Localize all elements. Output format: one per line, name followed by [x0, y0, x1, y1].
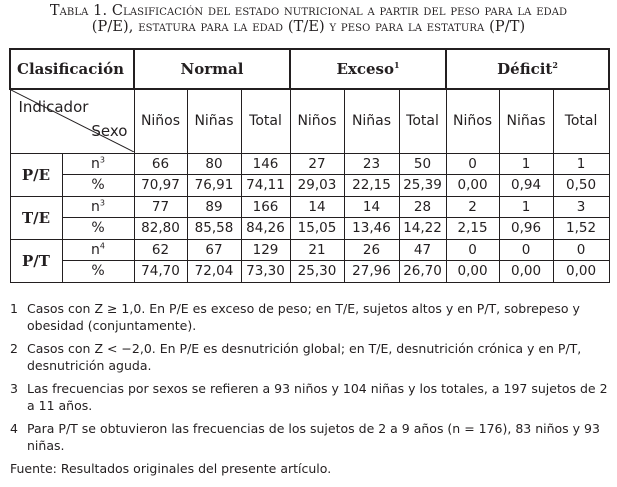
- nutrition-table: [9, 48, 610, 283]
- source-note: Fuente: Resultados originales del presente artículo.: [10, 461, 332, 476]
- table-cell: 129: [241, 239, 290, 260]
- footnote-number: 1: [10, 301, 18, 316]
- footnote-number: 3: [10, 381, 18, 396]
- table-cell: 14,22: [399, 217, 446, 239]
- header-row-columns: [10, 89, 609, 153]
- header-exceso-label: Exceso: [336, 60, 394, 78]
- table-cell: 82,80: [134, 217, 187, 239]
- table-cell: 22,15: [344, 174, 399, 196]
- table-cell: 66: [134, 153, 187, 174]
- table-cell: 1: [499, 153, 553, 174]
- footnote: [10, 380, 608, 414]
- table-cell: 146: [241, 153, 290, 174]
- table-cell: 0: [446, 153, 499, 174]
- stat-label: %: [91, 220, 105, 236]
- table-cell: 14: [344, 196, 399, 217]
- column-header: Niñas: [187, 89, 241, 153]
- column-header: Niños: [134, 89, 187, 153]
- footnote-text: Para P/T se obtuvieron las frecuencias de los sujetos de 2 a 9 años (n = 176), 83 niños y 93 niñas.: [27, 421, 600, 453]
- stat-label-cell: [62, 174, 134, 196]
- table-cell: 28: [399, 196, 446, 217]
- table-row: [10, 153, 609, 174]
- table-cell: 47: [399, 239, 446, 260]
- table-cell: 26: [344, 239, 399, 260]
- footnotes: [10, 300, 608, 477]
- table-cell: 74,70: [134, 260, 187, 282]
- header-exceso-footnote-ref: 1: [393, 60, 400, 70]
- stat-label: n: [91, 155, 100, 172]
- stat-label: n: [91, 241, 100, 258]
- table-cell: 72,04: [187, 260, 241, 282]
- header-clasificacion: Clasificación: [10, 49, 134, 89]
- column-header: Niños: [446, 89, 499, 153]
- table-cell: 166: [241, 196, 290, 217]
- footnote-text: Casos con Z < −2,0. En P/E es desnutrición global; en T/E, desnutrición crónica y en P/T, desnutrición aguda.: [27, 341, 582, 373]
- table-row: [10, 217, 609, 239]
- footnote-text: Casos con Z ≥ 1,0. En P/E es exceso de peso; en T/E, sujetos altos y en P/T, sobrepeso y obesidad (conjuntamente).: [27, 301, 580, 333]
- footnote-text: Las frecuencias por sexos se refieren a 93 niños y 104 niñas y los totales, a 197 sujetos de 2 a 11 años.: [27, 381, 608, 413]
- column-header: Total: [399, 89, 446, 153]
- table-cell: 67: [187, 239, 241, 260]
- column-header: Total: [241, 89, 290, 153]
- indicator-label: P/T: [10, 239, 62, 282]
- indicator-label: T/E: [10, 196, 62, 239]
- table-cell: 2: [446, 196, 499, 217]
- caption-line-2: (P/E), estatura para la edad (T/E) y peso para la estatura (P/T): [91, 19, 526, 35]
- stat-label-cell: [62, 217, 134, 239]
- indicator-sex-cell: [10, 89, 134, 153]
- table-cell: 1: [553, 153, 609, 174]
- table-cell: 0,94: [499, 174, 553, 196]
- table-cell: 27,96: [344, 260, 399, 282]
- table-cell: 0,96: [499, 217, 553, 239]
- column-header: Niñas: [499, 89, 553, 153]
- column-header: Niñas: [344, 89, 399, 153]
- footnote: [10, 420, 608, 454]
- stat-label-cell: [62, 153, 134, 174]
- table-cell: 26,70: [399, 260, 446, 282]
- stat-footnote-ref: 3: [99, 197, 105, 207]
- table-cell: 21: [290, 239, 344, 260]
- stat-label: %: [91, 263, 105, 279]
- table-cell: 2,15: [446, 217, 499, 239]
- table-cell: 84,26: [241, 217, 290, 239]
- table-cell: 73,30: [241, 260, 290, 282]
- table-cell: 80: [187, 153, 241, 174]
- table-cell: 25,39: [399, 174, 446, 196]
- table-cell: 0,00: [499, 260, 553, 282]
- table-cell: 1: [499, 196, 553, 217]
- header-deficit: [446, 49, 609, 89]
- table-cell: 62: [134, 239, 187, 260]
- table-cell: 74,11: [241, 174, 290, 196]
- indicator-label: P/E: [10, 153, 62, 196]
- table-cell: 70,97: [134, 174, 187, 196]
- header-exceso: [290, 49, 446, 89]
- table-cell: 0,00: [553, 260, 609, 282]
- caption-line-1: Tabla 1. Clasificación del estado nutricional a partir del peso para la edad: [49, 3, 568, 19]
- table-cell: 0: [446, 239, 499, 260]
- header-deficit-label: Déficit: [497, 60, 553, 78]
- header-row-classification: [10, 49, 609, 89]
- table-cell: 27: [290, 153, 344, 174]
- table-cell: 25,30: [290, 260, 344, 282]
- table-caption: [0, 3, 617, 35]
- table-cell: 77: [134, 196, 187, 217]
- table-row: [10, 260, 609, 282]
- table-cell: 13,46: [344, 217, 399, 239]
- footnote-number: 4: [10, 421, 18, 436]
- stat-label: %: [91, 177, 105, 193]
- table-cell: 85,58: [187, 217, 241, 239]
- table-cell: 23: [344, 153, 399, 174]
- stat-label-cell: [62, 196, 134, 217]
- column-header: Total: [553, 89, 609, 153]
- table-cell: 0: [499, 239, 553, 260]
- table-row: [10, 196, 609, 217]
- table-cell: 15,05: [290, 217, 344, 239]
- header-normal-label: Normal: [180, 60, 244, 78]
- table-body: [10, 49, 609, 282]
- table-row: [10, 239, 609, 260]
- table-cell: 0,00: [446, 260, 499, 282]
- column-header: Niños: [290, 89, 344, 153]
- footnote-number: 2: [10, 341, 18, 356]
- table-cell: 0: [553, 239, 609, 260]
- stat-footnote-ref: 3: [99, 154, 105, 164]
- header-normal: [134, 49, 290, 89]
- stat-footnote-ref: 4: [99, 240, 105, 250]
- stat-label-cell: [62, 260, 134, 282]
- table-cell: 50: [399, 153, 446, 174]
- table-cell: 0,00: [446, 174, 499, 196]
- footnote: [10, 340, 608, 374]
- table-cell: 89: [187, 196, 241, 217]
- table-cell: 0,50: [553, 174, 609, 196]
- table-cell: 3: [553, 196, 609, 217]
- header-sexo: Sexo: [91, 122, 128, 141]
- table-cell: 1,52: [553, 217, 609, 239]
- stat-label: n: [91, 198, 100, 215]
- table-cell: 76,91: [187, 174, 241, 196]
- header-deficit-footnote-ref: 2: [552, 60, 558, 70]
- stat-label-cell: [62, 239, 134, 260]
- header-indicador: Indicador: [18, 98, 89, 117]
- table-cell: 29,03: [290, 174, 344, 196]
- table-row: [10, 174, 609, 196]
- table-cell: 14: [290, 196, 344, 217]
- footnote: [10, 300, 608, 334]
